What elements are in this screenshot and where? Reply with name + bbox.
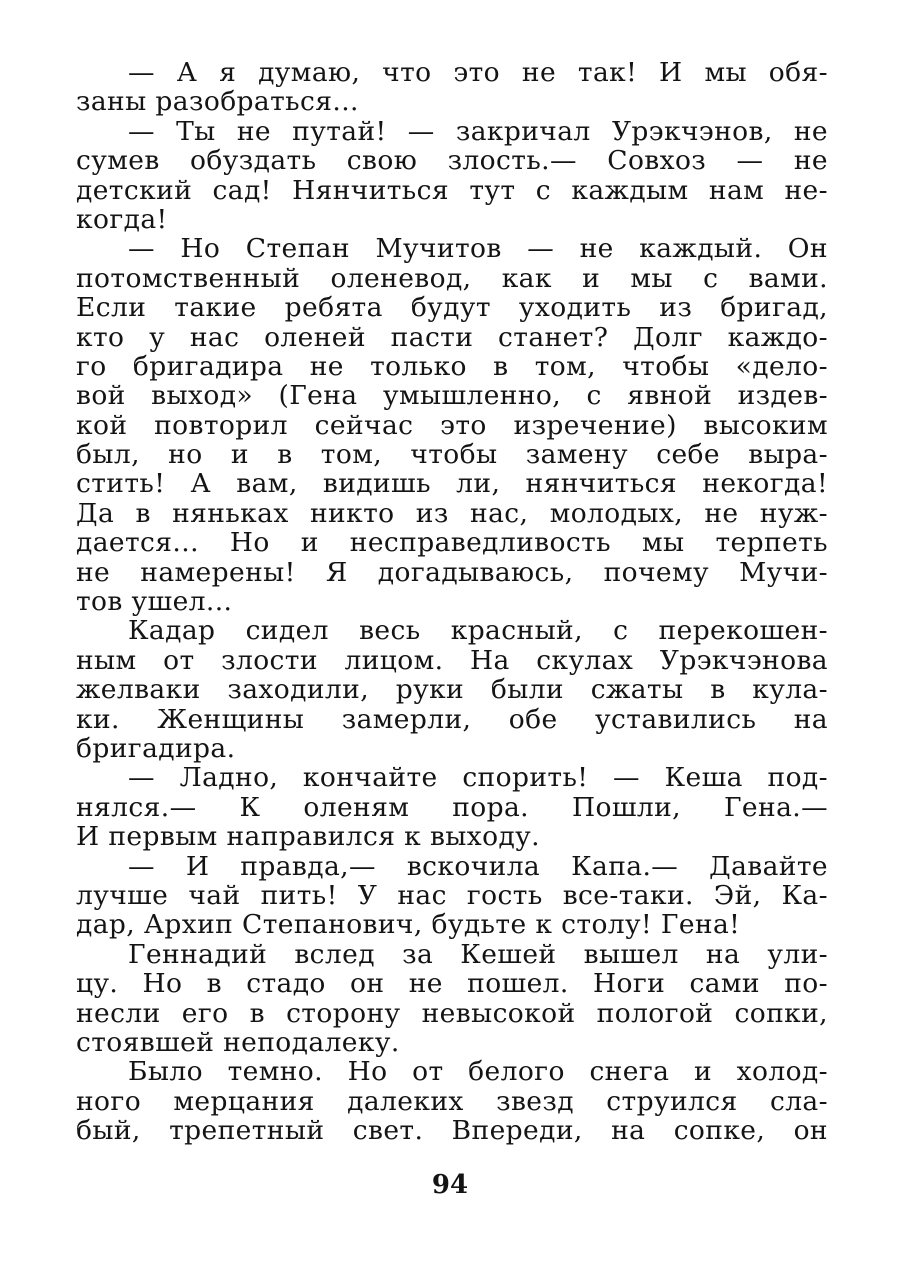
text-line: несли его в сторону невысокой пологой сопки, [76,998,828,1028]
text-line: желваки заходили, руки были сжаты в кула- [76,675,828,705]
text-line: был, но и в том, чтобы замену себе выра- [76,440,828,470]
text-line: Геннадий вслед за Кешей вышел на ули- [128,939,828,970]
text-line: бый, трепетный свет. Впереди, на сопке, он [76,1116,828,1146]
page-number: 94 [431,1170,469,1200]
text-line: тов ушел... [76,587,233,617]
paragraph [76,852,828,940]
text-line: — Ты не путай! — закричал Урэкчэнов, не [128,116,828,147]
text-line: дар, Архип Степанович, будьте к столу! Гена! [76,910,741,940]
paragraph [76,616,828,763]
text-line: сумев обуздать свою злость.— Совхоз — не [76,146,828,176]
text-line: не намерены! Я догадываюсь, почему Мучи- [76,557,828,588]
text-line: стоявшей неподалеку. [76,1027,400,1058]
text-line: цу. Но в стадо он не пошел. Ноги сами по- [76,969,828,999]
paragraph [76,58,828,117]
text-line: — Но Степан Мучитов — не каждый. Он [128,234,828,264]
text-line: лучше чай пить! У нас гость все-таки. Эй, Ка- [76,880,828,911]
text-line: стить! А вам, видишь ли, нянчиться некогда! [76,469,828,499]
text-line: бригадира. [76,733,236,764]
text-line: — А я думаю, что это не так! И мы обя- [128,58,828,88]
text-line: ным от злости лицом. На скулах Урэкчэнова [76,645,828,676]
text-line: ки. Женщины замерли, обе уставились на [76,704,828,734]
text-line: дается... Но и несправедливость мы терпеть [76,528,828,558]
text-line: кто у нас оленей пасти станет? Долг каждо- [76,322,828,352]
paragraph [76,940,828,1058]
page-text [76,58,828,1145]
text-line: го бригадира не только в том, чтобы «дело- [76,351,828,382]
text-line: потомственный оленевод, как и мы с вами. [76,263,828,294]
text-line: Да в няньках никто из нас, молодых, не нуж- [76,498,828,529]
text-line: заны разобраться... [76,87,359,117]
text-line: вой выход» (Гена умышленно, с явной издев- [76,381,828,411]
text-line: Было темно. Но от белого снега и холод- [128,1057,828,1087]
text-line: когда! [76,204,168,235]
text-line: детский сад! Нянчиться тут с каждым нам не- [76,175,828,205]
text-line: — И правда,— вскочила Капа.— Давайте [128,851,828,881]
text-line: — Ладно, кончайте спорить! — Кеша под- [128,763,828,793]
paragraph [76,234,828,616]
paragraph [76,117,828,235]
text-line: ного мерцания далеких звезд струился сла- [76,1086,828,1117]
text-line: кой повторил сейчас это изречение) высоким [76,410,828,441]
text-line: Кадар сидел весь красный, с перекошен- [128,616,828,646]
paragraph [76,1057,828,1145]
text-line: Если такие ребята будут уходить из бригад, [76,293,828,323]
paragraph [76,763,828,851]
text-line: нялся.— К оленям пора. Пошли, Гена.— [76,792,828,823]
text-line: И первым направился к выходу. [76,822,541,852]
